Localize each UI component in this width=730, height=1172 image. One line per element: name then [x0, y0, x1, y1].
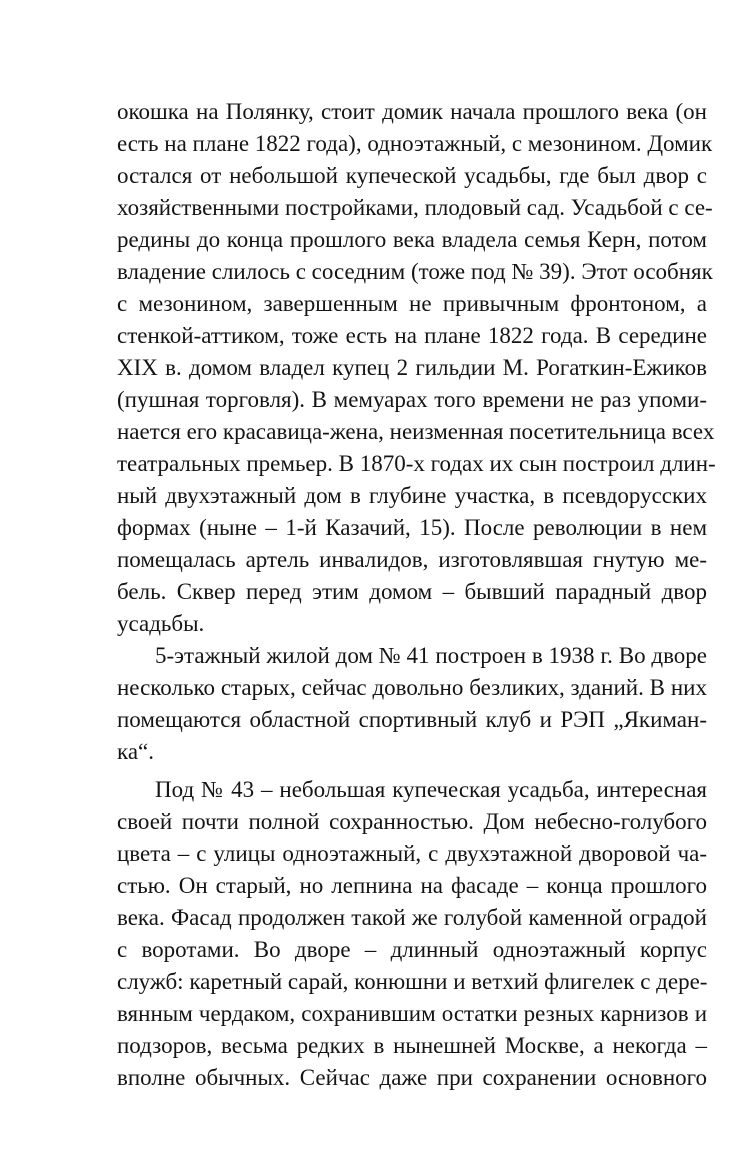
text-line: XIX в. домом владел купец 2 гильдии М. Рогаткин-Ежиков	[117, 355, 707, 380]
text-line: остался от небольшой купеческой усадьбы, где был двор с	[117, 163, 707, 188]
text-line: есть на плане 1822 года), одноэтажный, с мезонином. Домик	[117, 131, 713, 156]
text-line: редины до конца прошлого века владела семья Керн, потом	[117, 227, 707, 252]
text-line: подзоров, весьма редких в нынешней Москве, а некогда –	[117, 1033, 707, 1058]
text-line: своей почти полной сохранностью. Дом небесно-голубого	[117, 809, 707, 834]
text-line: театральных премьер. В 1870-х годах их сын построил длин-	[117, 451, 716, 476]
text-line: служб: каретный сарай, конюшни и ветхий флигелек с дере-	[117, 969, 708, 994]
text-line: усадьбы.	[117, 611, 205, 636]
text-line: стью. Он старый, но лепнина на фасаде – конца прошлого	[117, 873, 707, 898]
text-line: хозяйственными постройками, плодовый сад. Усадьбой с се-	[117, 195, 713, 220]
text-line: помещалась артель инвалидов, изготовлявшая гнутую ме-	[117, 547, 707, 572]
text-line: Под № 43 – небольшая купеческая усадьба, интересная	[155, 777, 707, 802]
text-line: ный двухэтажный дом в глубине участка, в псевдорусских	[117, 483, 707, 508]
text-line: 5-этажный жилой дом № 41 построен в 1938 г. Во дворе	[155, 643, 707, 668]
text-line: несколько старых, сейчас довольно безликих, зданий. В них	[117, 675, 707, 700]
text-line: бель. Сквер перед этим домом – бывший парадный двор	[117, 579, 707, 604]
text-line: стенкой-аттиком, тоже есть на плане 1822 года. В середине	[117, 323, 707, 348]
text-line: с воротами. Во дворе – длинный одноэтажный корпус	[117, 937, 707, 962]
text-line: (пушная торговля). В мемуарах того времени не раз упоми-	[117, 387, 707, 412]
text-line: цвета – с улицы одноэтажный, с двухэтажной дворовой ча-	[117, 841, 707, 866]
text-line: вянным чердаком, сохранившим остатки резных карнизов и	[117, 1001, 707, 1026]
text-line: помещаются областной спортивный клуб и РЭП „Якиман-	[117, 707, 707, 732]
text-line: окошка на Полянку, стоит домик начала прошлого века (он	[117, 99, 707, 124]
text-line: формах (ныне – 1-й Казачий, 15). После революции в нем	[117, 515, 707, 540]
text-line: ка“.	[117, 739, 154, 764]
text-line: нается его красавица-жена, неизменная посетительница всех	[117, 419, 715, 444]
text-line: вполне обычных. Сейчас даже при сохранении основного	[117, 1065, 707, 1090]
text-line: владение слилось с соседним (тоже под № 39). Этот особняк	[117, 259, 713, 284]
text-line: века. Фасад продолжен такой же голубой каменной оградой	[117, 905, 707, 930]
text-line: с мезонином, завершенным не привычным фронтоном, а	[117, 291, 707, 316]
